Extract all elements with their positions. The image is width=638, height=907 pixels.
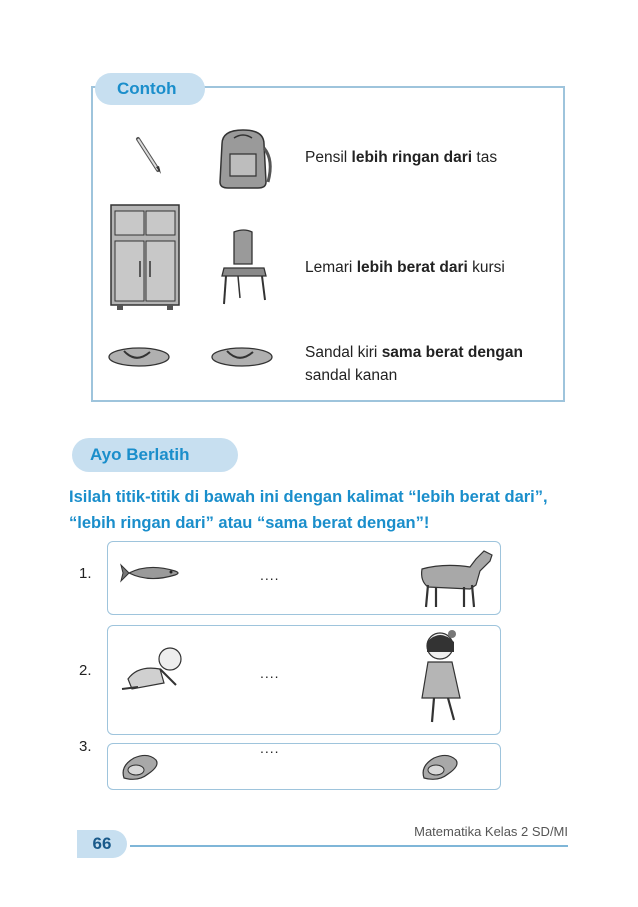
goat-icon bbox=[414, 545, 496, 609]
girl-icon bbox=[414, 628, 470, 726]
answer-blank-3[interactable]: .... bbox=[260, 740, 280, 756]
sandal-right-icon bbox=[209, 342, 275, 372]
question-number-3: 3. bbox=[79, 738, 92, 755]
shoe-right-icon bbox=[418, 752, 462, 784]
practice-instruction: Isilah titik-titik di bawah ini dengan kalimat “lebih berat dari”, “lebih ringan dari” atau “sama berat dengan”! bbox=[69, 488, 548, 532]
example-statement-1: Pensil lebih ringan dari tas bbox=[305, 149, 498, 166]
answer-blank-1[interactable]: .... bbox=[260, 567, 280, 583]
page-number: 66 bbox=[77, 830, 127, 858]
fish-icon bbox=[119, 560, 191, 586]
footer-divider bbox=[130, 845, 568, 847]
question-number-1: 1. bbox=[79, 565, 92, 582]
chair-icon bbox=[218, 228, 270, 308]
question-number-2: 2. bbox=[79, 662, 92, 679]
backpack-icon bbox=[210, 126, 276, 190]
example-statement-2: Lemari lebih berat dari kursi bbox=[305, 259, 505, 276]
example-title: Contoh bbox=[95, 73, 205, 105]
answer-blank-2[interactable]: .... bbox=[260, 665, 280, 681]
cupboard-icon bbox=[107, 203, 183, 313]
practice-title: Ayo Berlatih bbox=[72, 438, 238, 472]
sandal-left-icon bbox=[106, 342, 172, 372]
pencil-icon bbox=[134, 136, 164, 176]
shoe-left-icon bbox=[118, 752, 162, 784]
book-title: Matematika Kelas 2 SD/MI bbox=[414, 824, 568, 839]
baby-icon bbox=[118, 645, 196, 695]
example-statement-3: Sandal kiri sama berat dengan sandal kanan bbox=[305, 344, 523, 384]
